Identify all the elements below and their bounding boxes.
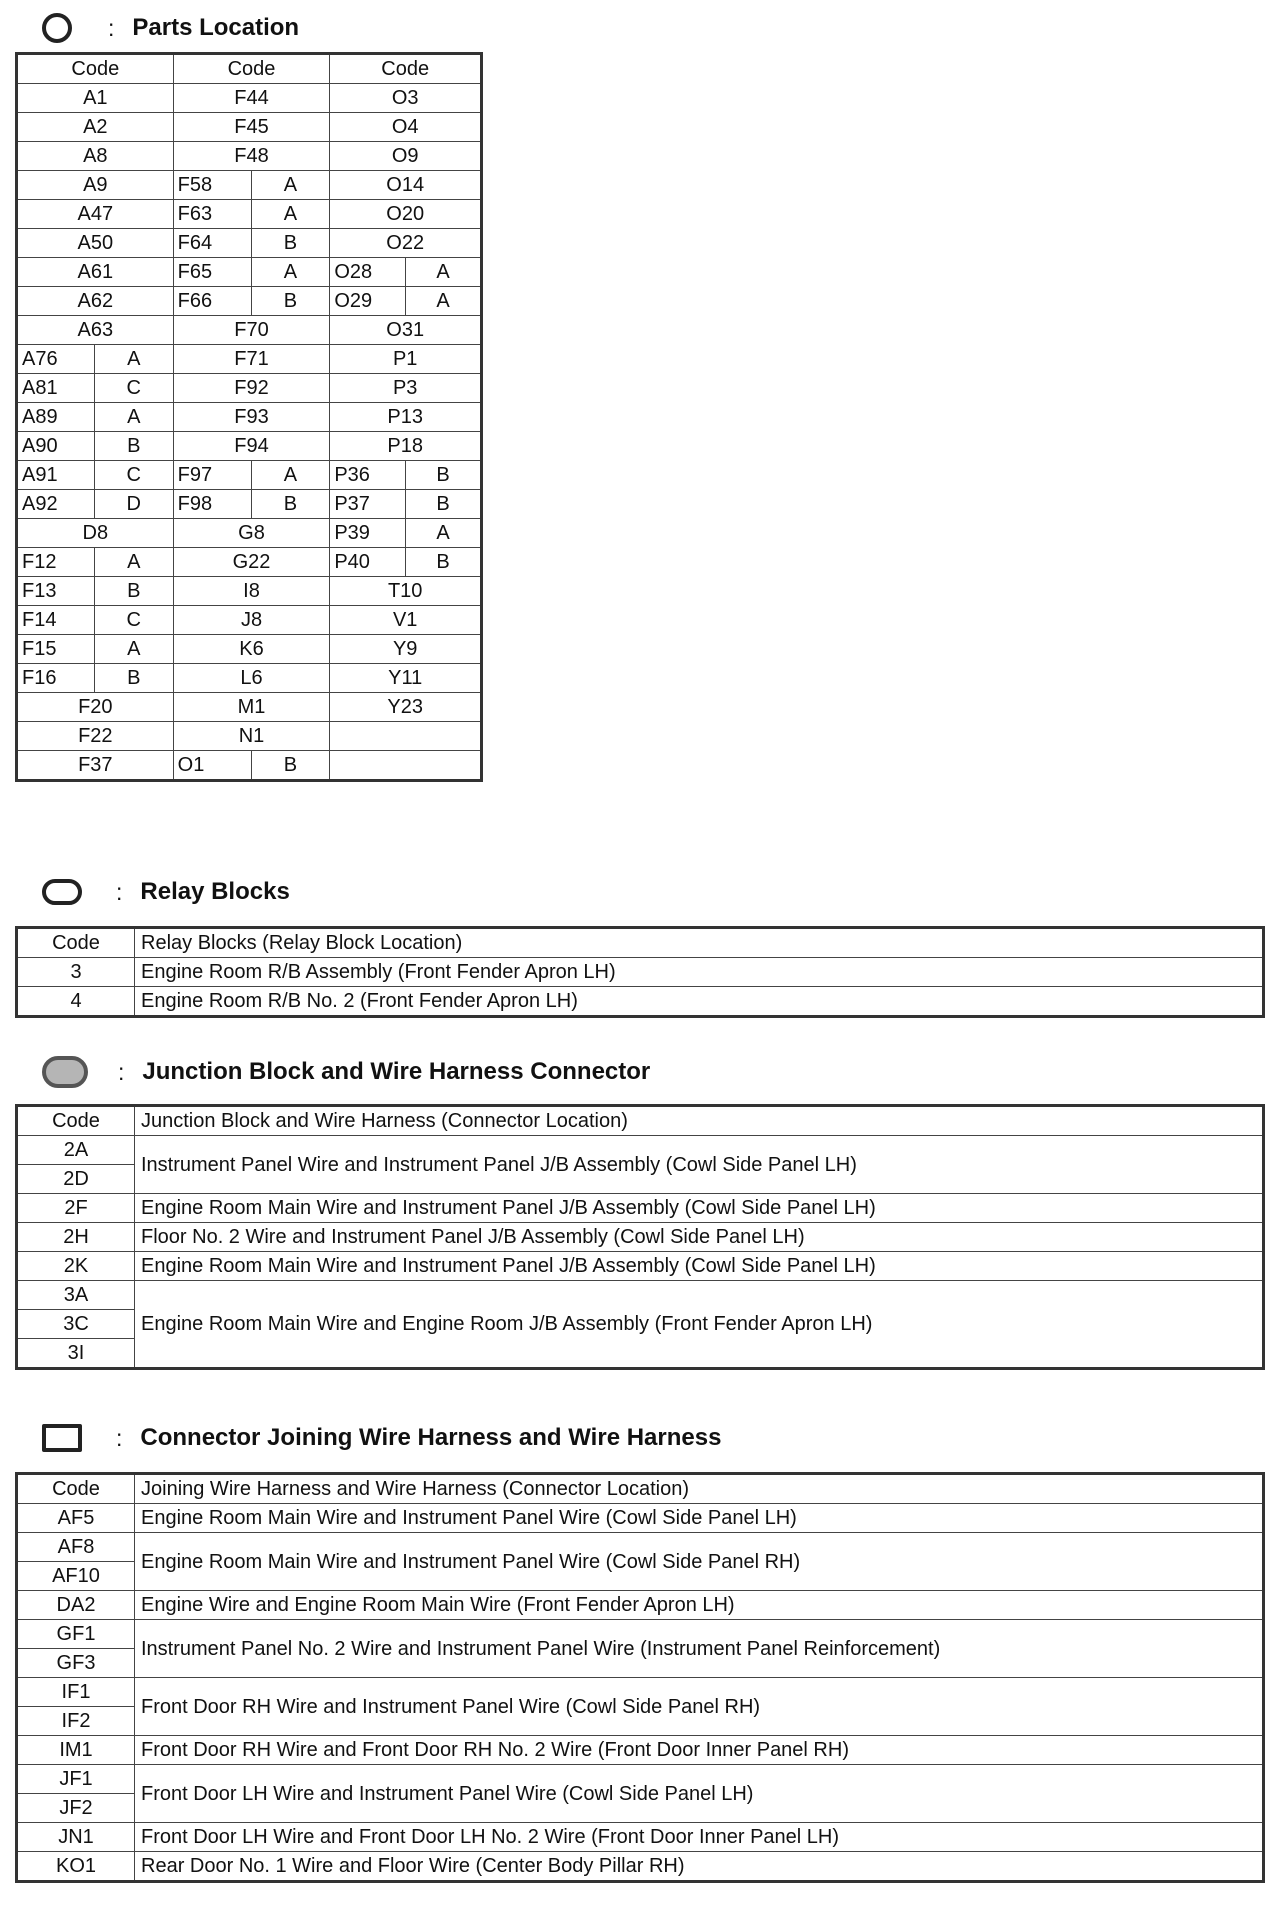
table-row	[17, 1281, 1264, 1310]
part-position-cell: A	[251, 258, 330, 287]
table-row	[17, 432, 482, 461]
part-position-cell: A	[406, 258, 482, 287]
part-code-cell: F70	[173, 316, 330, 345]
junction-block-heading	[42, 1052, 650, 1092]
part-code-cell: P39	[330, 519, 406, 548]
description-cell: Front Door RH Wire and Front Door RH No. 2 Wire (Front Door Inner Panel RH)	[135, 1736, 1264, 1765]
code-cell: IM1	[17, 1736, 135, 1765]
section-title: Junction Block and Wire Harness Connector	[142, 1058, 651, 1085]
code-cell: 4	[17, 987, 135, 1017]
table-row	[17, 1620, 1264, 1649]
part-code-cell: A2	[17, 113, 174, 142]
part-code-cell: N1	[173, 722, 330, 751]
part-position-cell: B	[406, 461, 482, 490]
part-code-cell: F97	[173, 461, 251, 490]
table-header-row	[17, 1106, 1264, 1136]
code-cell: KO1	[17, 1852, 135, 1882]
part-code-cell: Y11	[330, 664, 482, 693]
part-code-cell: Y23	[330, 693, 482, 722]
relay-blocks-heading	[42, 872, 290, 912]
part-code-cell: F45	[173, 113, 330, 142]
table-row	[17, 606, 482, 635]
part-code-cell: O1	[173, 751, 251, 781]
description-cell: Engine Room Main Wire and Instrument Panel Wire (Cowl Side Panel RH)	[135, 1533, 1264, 1591]
code-cell: JF2	[17, 1794, 135, 1823]
code-column-header: Code	[17, 1474, 135, 1504]
table-row	[17, 200, 482, 229]
part-code-cell: O20	[330, 200, 482, 229]
rectangle-symbol-icon	[42, 1424, 82, 1452]
table-row	[17, 958, 1264, 987]
part-code-cell: A90	[17, 432, 95, 461]
part-code-cell: O14	[330, 171, 482, 200]
table-header-row	[17, 928, 1264, 958]
part-position-cell: C	[94, 461, 173, 490]
table-row	[17, 1591, 1264, 1620]
table-row	[17, 1223, 1264, 1252]
description-column-header: Joining Wire Harness and Wire Harness (Connector Location)	[135, 1474, 1264, 1504]
part-code-cell: F16	[17, 664, 95, 693]
part-code-cell: A61	[17, 258, 174, 287]
part-position-cell: B	[406, 548, 482, 577]
description-cell: Floor No. 2 Wire and Instrument Panel J/B Assembly (Cowl Side Panel LH)	[135, 1223, 1264, 1252]
section-title: Parts Location	[132, 14, 300, 41]
part-code-cell: A8	[17, 142, 174, 171]
part-code-cell: P40	[330, 548, 406, 577]
description-column-header: Relay Blocks (Relay Block Location)	[135, 928, 1264, 958]
column-header: Code	[173, 54, 330, 84]
parts-location-table	[15, 52, 483, 782]
table-row	[17, 171, 482, 200]
circle-symbol-icon	[42, 13, 72, 43]
code-cell: JF1	[17, 1765, 135, 1794]
code-cell: AF8	[17, 1533, 135, 1562]
table-row	[17, 751, 482, 781]
part-code-cell: K6	[173, 635, 330, 664]
part-code-cell: F64	[173, 229, 251, 258]
part-position-cell: B	[251, 287, 330, 316]
table-row	[17, 1136, 1264, 1165]
part-code-cell: G8	[173, 519, 330, 548]
part-code-cell: F13	[17, 577, 95, 606]
code-cell: GF1	[17, 1620, 135, 1649]
table-row	[17, 577, 482, 606]
part-code-cell: O31	[330, 316, 482, 345]
code-cell: AF10	[17, 1562, 135, 1591]
part-code-cell: F63	[173, 200, 251, 229]
part-code-cell: F93	[173, 403, 330, 432]
part-code-cell: M1	[173, 693, 330, 722]
table-row	[17, 1765, 1264, 1794]
part-code-cell: O29	[330, 287, 406, 316]
column-header: Code	[330, 54, 482, 84]
part-code-cell: V1	[330, 606, 482, 635]
part-position-cell: A	[406, 287, 482, 316]
code-column-header: Code	[17, 928, 135, 958]
part-position-cell: D	[94, 490, 173, 519]
code-cell: JN1	[17, 1823, 135, 1852]
code-cell: 2K	[17, 1252, 135, 1281]
table-row	[17, 664, 482, 693]
description-cell: Engine Room Main Wire and Engine Room J/B Assembly (Front Fender Apron LH)	[135, 1281, 1264, 1369]
part-code-cell: O9	[330, 142, 482, 171]
part-position-cell: B	[251, 490, 330, 519]
heading-colon: :	[116, 878, 123, 905]
part-code-cell: A89	[17, 403, 95, 432]
part-code-cell: O28	[330, 258, 406, 287]
part-code-cell: A63	[17, 316, 174, 345]
table-row	[17, 287, 482, 316]
part-code-cell: F58	[173, 171, 251, 200]
table-row	[17, 1736, 1264, 1765]
description-cell: Engine Room Main Wire and Instrument Panel Wire (Cowl Side Panel LH)	[135, 1504, 1264, 1533]
part-position-cell: A	[94, 403, 173, 432]
description-cell: Engine Room Main Wire and Instrument Panel J/B Assembly (Cowl Side Panel LH)	[135, 1252, 1264, 1281]
table-row	[17, 1678, 1264, 1707]
part-code-cell: P13	[330, 403, 482, 432]
table-row	[17, 113, 482, 142]
part-code-cell: F92	[173, 374, 330, 403]
part-code-cell: A76	[17, 345, 95, 374]
code-cell: IF1	[17, 1678, 135, 1707]
description-cell: Instrument Panel No. 2 Wire and Instrument Panel Wire (Instrument Panel Reinforcement)	[135, 1620, 1264, 1678]
description-column-header: Junction Block and Wire Harness (Connector Location)	[135, 1106, 1264, 1136]
part-code-cell: F48	[173, 142, 330, 171]
code-cell: 3A	[17, 1281, 135, 1310]
part-position-cell: A	[94, 548, 173, 577]
table-row	[17, 1823, 1264, 1852]
part-code-cell: F65	[173, 258, 251, 287]
part-code-cell: F20	[17, 693, 174, 722]
table-row	[17, 635, 482, 664]
code-column-header: Code	[17, 1106, 135, 1136]
description-cell: Engine Room R/B No. 2 (Front Fender Apron LH)	[135, 987, 1264, 1017]
table-header-row	[17, 1474, 1264, 1504]
part-position-cell: B	[94, 577, 173, 606]
description-cell: Engine Room Main Wire and Instrument Panel J/B Assembly (Cowl Side Panel LH)	[135, 1194, 1264, 1223]
code-cell: 3I	[17, 1339, 135, 1369]
part-position-cell: A	[406, 519, 482, 548]
part-position-cell: C	[94, 606, 173, 635]
part-code-cell: P18	[330, 432, 482, 461]
part-code-cell: D8	[17, 519, 174, 548]
section-title: Relay Blocks	[140, 878, 290, 905]
part-code-cell: A91	[17, 461, 95, 490]
code-cell: 3	[17, 958, 135, 987]
description-cell: Instrument Panel Wire and Instrument Panel J/B Assembly (Cowl Side Panel LH)	[135, 1136, 1264, 1194]
table-header-row	[17, 54, 482, 84]
description-cell: Front Door LH Wire and Front Door LH No. 2 Wire (Front Door Inner Panel LH)	[135, 1823, 1264, 1852]
part-code-cell: F94	[173, 432, 330, 461]
code-cell: AF5	[17, 1504, 135, 1533]
part-position-cell: A	[94, 635, 173, 664]
part-code-cell: F22	[17, 722, 174, 751]
table-row	[17, 1852, 1264, 1882]
part-code-cell: F66	[173, 287, 251, 316]
section-title: Connector Joining Wire Harness and Wire Harness	[140, 1424, 722, 1451]
description-cell: Engine Room R/B Assembly (Front Fender Apron LH)	[135, 958, 1264, 987]
part-code-cell	[330, 722, 482, 751]
heading-colon: :	[108, 14, 115, 41]
part-code-cell: A50	[17, 229, 174, 258]
part-code-cell: O4	[330, 113, 482, 142]
code-cell: 2D	[17, 1165, 135, 1194]
heading-colon: :	[118, 1058, 125, 1085]
part-code-cell: A62	[17, 287, 174, 316]
heading-colon: :	[116, 1424, 123, 1451]
part-code-cell	[330, 751, 482, 781]
parts-location-heading	[42, 8, 299, 48]
part-code-cell: J8	[173, 606, 330, 635]
part-code-cell: T10	[330, 577, 482, 606]
table-row	[17, 84, 482, 113]
code-cell: IF2	[17, 1707, 135, 1736]
part-code-cell: L6	[173, 664, 330, 693]
part-code-cell: F71	[173, 345, 330, 374]
junction-block-table	[15, 1104, 1265, 1370]
part-position-cell: C	[94, 374, 173, 403]
description-cell: Rear Door No. 1 Wire and Floor Wire (Center Body Pillar RH)	[135, 1852, 1264, 1882]
table-row	[17, 722, 482, 751]
connector-table	[15, 1472, 1265, 1883]
table-row	[17, 258, 482, 287]
part-position-cell: B	[406, 490, 482, 519]
code-cell: 2H	[17, 1223, 135, 1252]
table-row	[17, 548, 482, 577]
part-code-cell: P37	[330, 490, 406, 519]
part-code-cell: F14	[17, 606, 95, 635]
part-position-cell: B	[94, 432, 173, 461]
part-position-cell: A	[94, 345, 173, 374]
part-code-cell: I8	[173, 577, 330, 606]
part-position-cell: A	[251, 171, 330, 200]
part-code-cell: O3	[330, 84, 482, 113]
part-position-cell: A	[251, 200, 330, 229]
part-position-cell: B	[251, 751, 330, 781]
description-cell: Front Door RH Wire and Instrument Panel Wire (Cowl Side Panel RH)	[135, 1678, 1264, 1736]
part-code-cell: A47	[17, 200, 174, 229]
table-row	[17, 374, 482, 403]
table-row	[17, 1504, 1264, 1533]
column-header: Code	[17, 54, 174, 84]
part-code-cell: A92	[17, 490, 95, 519]
table-row	[17, 1533, 1264, 1562]
part-code-cell: A1	[17, 84, 174, 113]
part-code-cell: F15	[17, 635, 95, 664]
part-code-cell: F98	[173, 490, 251, 519]
table-row	[17, 490, 482, 519]
part-code-cell: F44	[173, 84, 330, 113]
part-code-cell: P1	[330, 345, 482, 374]
description-cell: Front Door LH Wire and Instrument Panel Wire (Cowl Side Panel LH)	[135, 1765, 1264, 1823]
table-row	[17, 1252, 1264, 1281]
table-row	[17, 461, 482, 490]
part-code-cell: F37	[17, 751, 174, 781]
table-row	[17, 693, 482, 722]
table-row	[17, 142, 482, 171]
table-row	[17, 316, 482, 345]
code-cell: 3C	[17, 1310, 135, 1339]
table-row	[17, 987, 1264, 1017]
part-code-cell: A9	[17, 171, 174, 200]
description-cell: Engine Wire and Engine Room Main Wire (Front Fender Apron LH)	[135, 1591, 1264, 1620]
code-cell: 2F	[17, 1194, 135, 1223]
part-code-cell: A81	[17, 374, 95, 403]
table-row	[17, 229, 482, 258]
table-row	[17, 403, 482, 432]
table-row	[17, 345, 482, 374]
part-code-cell: Y9	[330, 635, 482, 664]
part-code-cell: P3	[330, 374, 482, 403]
shaded-oval-symbol-icon	[42, 1056, 88, 1088]
part-code-cell: G22	[173, 548, 330, 577]
oval-symbol-icon	[42, 879, 82, 905]
part-code-cell: P36	[330, 461, 406, 490]
code-cell: 2A	[17, 1136, 135, 1165]
part-position-cell: B	[251, 229, 330, 258]
table-row	[17, 519, 482, 548]
relay-blocks-table	[15, 926, 1265, 1018]
connector-heading	[42, 1418, 721, 1458]
code-cell: DA2	[17, 1591, 135, 1620]
table-row	[17, 1194, 1264, 1223]
part-position-cell: B	[94, 664, 173, 693]
part-code-cell: F12	[17, 548, 95, 577]
code-cell: GF3	[17, 1649, 135, 1678]
part-code-cell: O22	[330, 229, 482, 258]
part-position-cell: A	[251, 461, 330, 490]
